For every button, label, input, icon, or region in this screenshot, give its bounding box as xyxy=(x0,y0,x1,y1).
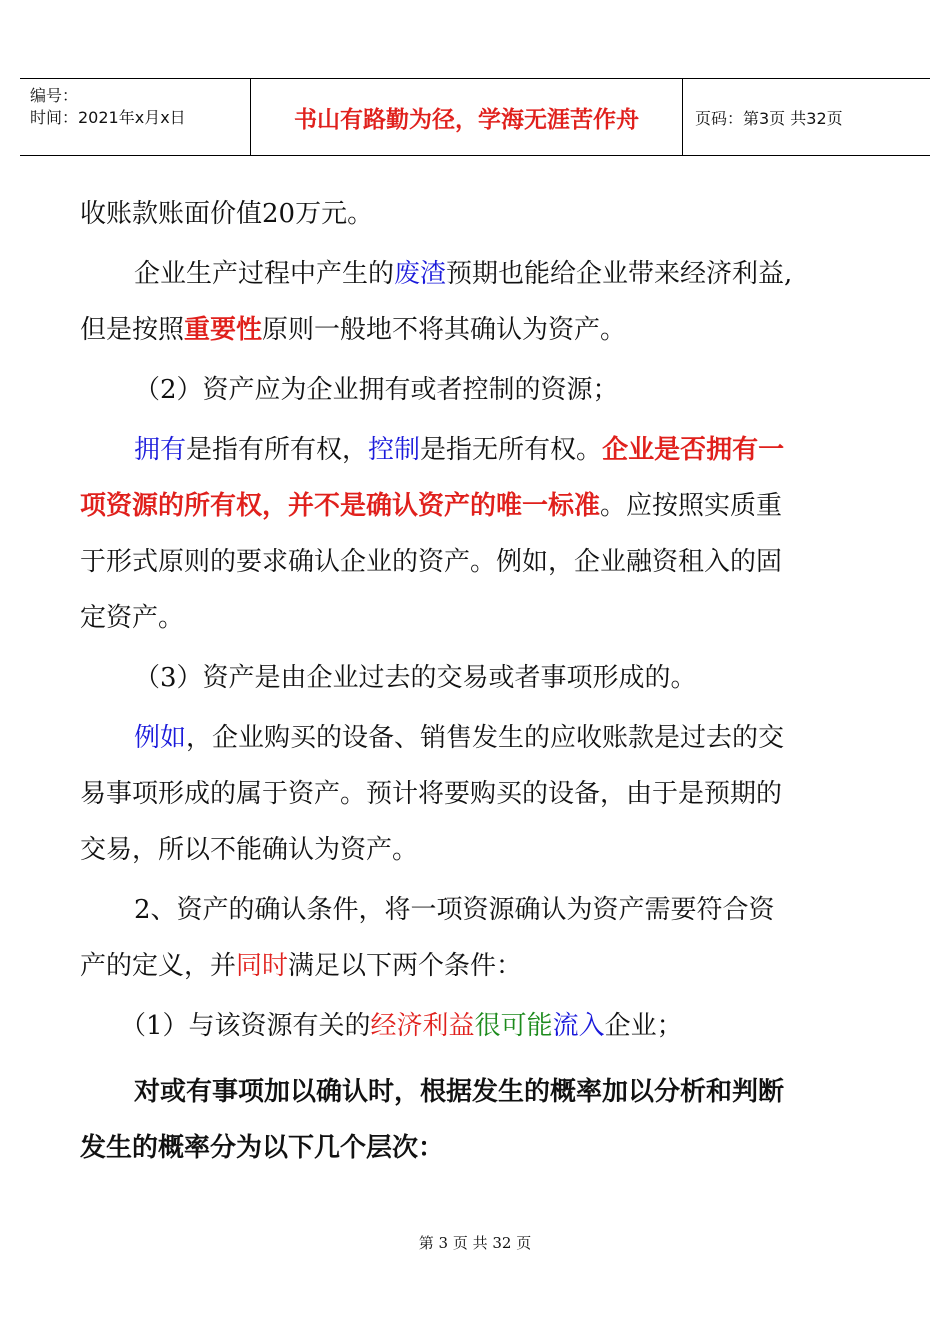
text-run: 满足以下两个条件： xyxy=(288,951,523,981)
text-run: （2）资产应为企业拥有或者控制的资源； xyxy=(134,375,619,405)
highlight-term: 同时 xyxy=(236,951,289,981)
highlight-term: 经济利益 xyxy=(370,1011,475,1041)
text-run: 原则一般地不将其确认为资产。 xyxy=(262,315,627,345)
body-line xyxy=(80,302,880,358)
body-line xyxy=(80,938,880,994)
highlight-term: 重要性 xyxy=(184,315,263,345)
text-run: 企业生产过程中产生的 xyxy=(134,259,395,289)
body-line xyxy=(80,362,880,418)
document-number-label: 编号： xyxy=(30,86,79,105)
header-motto-cell xyxy=(251,79,683,155)
body-line xyxy=(80,478,880,534)
body-line xyxy=(80,422,880,478)
header-motto: 书山有路勤为径，学海无涯苦作舟 xyxy=(294,106,639,133)
body-line xyxy=(80,590,880,646)
body-line xyxy=(80,246,880,302)
text-run: （3）资产是由企业过去的交易或者事项形成的。 xyxy=(134,663,697,693)
text-run: 。应按照实质重 xyxy=(600,491,783,521)
body-line xyxy=(80,710,880,766)
body-line xyxy=(80,1064,880,1120)
body-line xyxy=(80,1120,880,1176)
highlight-term: 流入 xyxy=(552,1011,605,1041)
highlight-term: 例如 xyxy=(134,723,187,753)
highlight-term: 废渣 xyxy=(394,259,447,289)
text-run: 是指无所有权。 xyxy=(420,435,603,465)
body-line xyxy=(80,822,880,878)
text-run: 2、资产的确认条件，将一项资源确认为资产需要符合资 xyxy=(134,895,775,925)
body-line xyxy=(80,186,880,242)
text-run: 产的定义，并 xyxy=(80,951,237,981)
text-run: 发生的概率分为以下几个层次： xyxy=(80,1133,445,1163)
text-run: 定资产。 xyxy=(80,603,185,633)
text-run: 交易，所以不能确认为资产。 xyxy=(80,835,419,865)
document-body xyxy=(80,186,880,1176)
body-line xyxy=(80,534,880,590)
text-run: 对或有事项加以确认时，根据发生的概率加以分析和判断 xyxy=(134,1077,785,1107)
text-run: 但是按照 xyxy=(80,315,185,345)
header-page-info: 页码：第3页 共32页 xyxy=(695,108,843,128)
body-line xyxy=(80,650,880,706)
highlight-term: 企业是否拥有一 xyxy=(602,435,785,465)
body-line xyxy=(80,882,880,938)
highlight-term: 控制 xyxy=(368,435,421,465)
text-run: 收账款账面价值20万元。 xyxy=(80,199,374,229)
highlight-term: 很可能 xyxy=(474,1011,553,1041)
page-footer: 第 3 页 共 32 页 xyxy=(418,1234,532,1252)
text-run: 于形式原则的要求确认企业的资产。例如，企业融资租入的固 xyxy=(80,547,783,577)
highlight-term: 项资源的所有权，并不是确认资产的唯一标准 xyxy=(80,491,601,521)
document-time-label: 时间：2021年x月x日 xyxy=(30,108,186,127)
text-run: 易事项形成的属于资产。预计将要购买的设备，由于是预期的 xyxy=(80,779,783,809)
text-run: 企业； xyxy=(604,1011,683,1041)
header-meta xyxy=(20,79,251,155)
text-run: （1）与该资源有关的 xyxy=(120,1011,371,1041)
body-line xyxy=(80,766,880,822)
text-run: 是指有所有权， xyxy=(186,435,369,465)
text-run: ，企业购买的设备、销售发生的应收账款是过去的交 xyxy=(186,723,785,753)
page-header xyxy=(20,78,930,156)
highlight-term: 拥有 xyxy=(134,435,187,465)
text-run: 预期也能给企业带来经济利益, xyxy=(446,259,793,289)
body-line xyxy=(80,998,880,1054)
